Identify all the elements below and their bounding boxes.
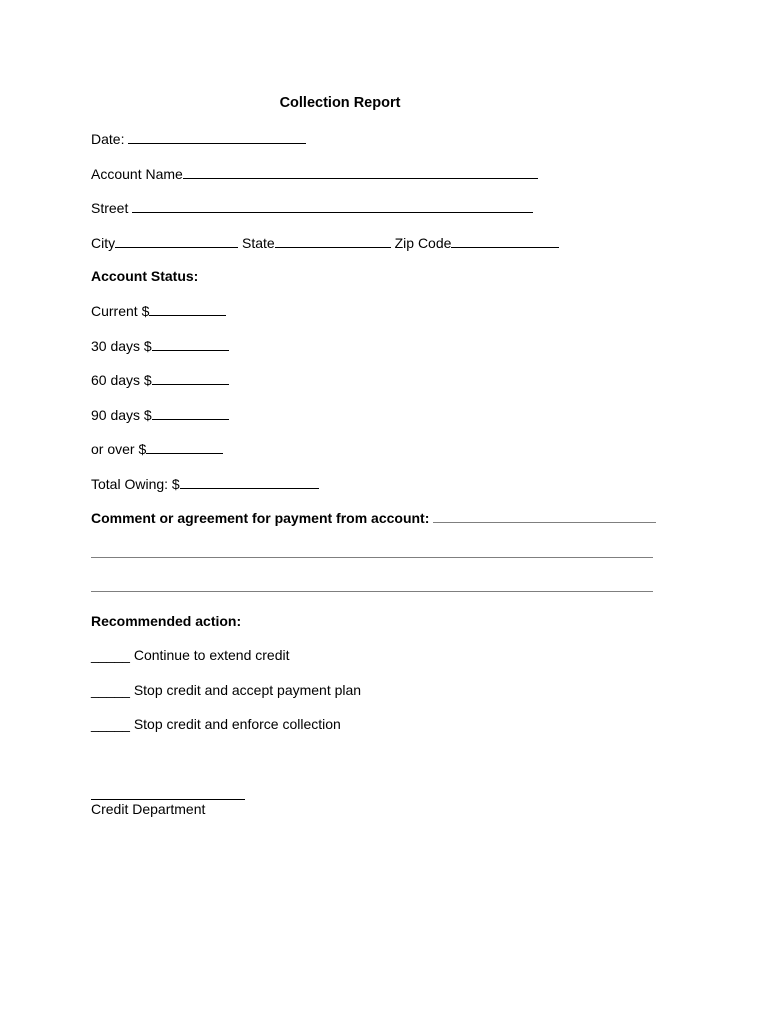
state-label: State [238, 235, 275, 251]
option-continue-row [91, 647, 289, 663]
state-field[interactable] [275, 234, 391, 248]
option-payment-plan-blank[interactable]: _____ [91, 682, 130, 698]
page-title: Collection Report [279, 95, 401, 111]
current-label: Current $ [91, 303, 150, 319]
over-field[interactable] [146, 440, 223, 454]
option-payment-plan-label: Stop credit and accept payment plan [129, 682, 362, 698]
street-row [91, 199, 533, 216]
option-continue-label: Continue to extend credit [129, 647, 290, 663]
account-name-label: Account Name [91, 166, 183, 182]
city-label: City [91, 235, 116, 251]
signature-line[interactable] [91, 799, 245, 800]
total-owing-row [91, 475, 319, 492]
days60-field[interactable] [152, 371, 229, 385]
comment-field[interactable] [433, 509, 656, 523]
total-owing-label: Total Owing: $ [91, 476, 180, 492]
comment-line-3[interactable] [91, 591, 653, 592]
account-name-row [91, 165, 538, 182]
date-field[interactable] [128, 130, 306, 144]
option-payment-plan-row [91, 682, 361, 698]
days30-row [91, 337, 229, 354]
over-label: or over $ [91, 441, 147, 457]
days90-row [91, 406, 229, 423]
comment-line-2[interactable] [91, 557, 653, 558]
date-row [91, 130, 306, 147]
option-continue-blank[interactable]: _____ [91, 647, 130, 663]
current-row [91, 302, 226, 319]
city-field[interactable] [115, 234, 238, 248]
total-owing-field[interactable] [180, 475, 319, 489]
days60-label: 60 days $ [91, 372, 152, 388]
days90-field[interactable] [152, 406, 229, 420]
option-enforce-blank[interactable]: _____ [91, 716, 130, 732]
zip-label: Zip Code [390, 235, 452, 251]
days30-label: 30 days $ [91, 338, 152, 354]
date-label: Date: [91, 131, 129, 147]
comment-label: Comment or agreement for payment from account: [91, 510, 434, 526]
days60-row [91, 371, 229, 388]
option-enforce-label: Stop credit and enforce collection [129, 716, 341, 732]
comment-row [91, 509, 656, 526]
signature-label: Credit Department [91, 801, 206, 817]
option-enforce-row [91, 716, 341, 732]
zip-field[interactable] [451, 234, 559, 248]
days90-label: 90 days $ [91, 407, 152, 423]
account-name-field[interactable] [183, 165, 538, 179]
recommended-heading: Recommended action: [91, 613, 242, 629]
street-field[interactable] [132, 199, 533, 213]
current-field[interactable] [149, 302, 226, 316]
account-status-heading: Account Status: [91, 268, 199, 284]
over-row [91, 440, 223, 457]
days30-field[interactable] [152, 337, 229, 351]
street-label: Street [91, 200, 133, 216]
city-state-zip-row [91, 234, 559, 251]
